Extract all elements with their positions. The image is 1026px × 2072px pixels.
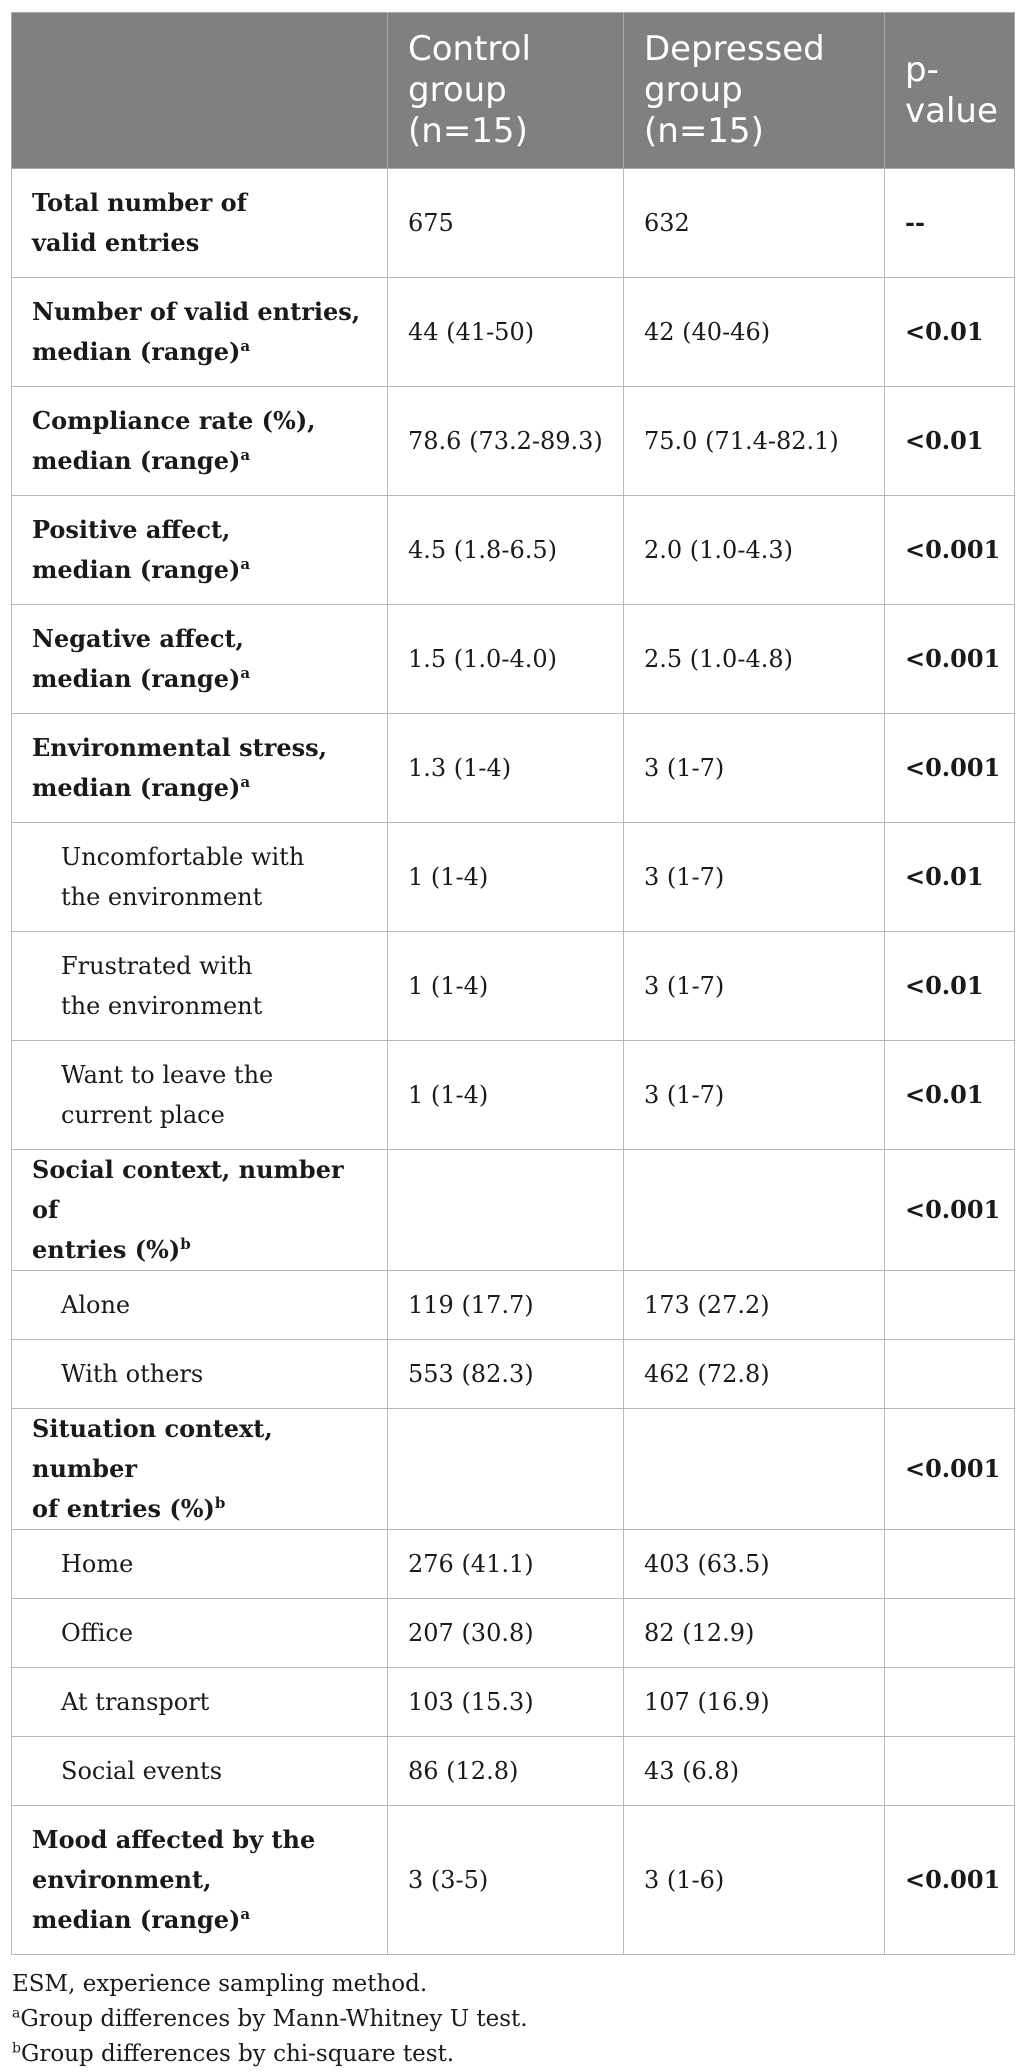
- depressed-value: 3 (1-7): [624, 932, 885, 1041]
- row-label-text: median (range): [32, 664, 241, 693]
- row-label-line: [32, 1230, 377, 1270]
- header-row: [12, 13, 1015, 169]
- header-control-group: [388, 13, 624, 169]
- row-label: [12, 1271, 388, 1340]
- row-label-line: [32, 332, 377, 372]
- row-label-line: [61, 1095, 377, 1135]
- row-label-text: Compliance rate (%),: [32, 406, 316, 435]
- row-label-line: [61, 1055, 377, 1095]
- row-label-text: Positive affect,: [32, 515, 231, 544]
- row-label-text: Want to leave the: [61, 1061, 274, 1089]
- table-header: [12, 13, 1015, 169]
- table-row: [12, 1668, 1015, 1737]
- depressed-value: 3 (1-6): [624, 1806, 885, 1955]
- p-value-cell: <0.01: [885, 823, 1015, 932]
- row-label-text: of entries (%): [32, 1494, 215, 1523]
- row-label-text: Negative affect,: [32, 624, 244, 653]
- depressed-value: 403 (63.5): [624, 1530, 885, 1599]
- control-value: 1.3 (1-4): [388, 714, 624, 823]
- row-label-line: [32, 619, 377, 659]
- row-label-text: Home: [61, 1550, 134, 1578]
- row-label-text: environment,: [32, 1865, 212, 1894]
- row-label: [12, 932, 388, 1041]
- control-value: 103 (15.3): [388, 1668, 624, 1737]
- table-row: [12, 1409, 1015, 1530]
- header-control-line-3: (n=15): [408, 111, 528, 151]
- row-label: [12, 1806, 388, 1955]
- row-label-line: [32, 1409, 377, 1489]
- row-label-text: Social context, number of: [32, 1155, 344, 1224]
- table-footnotes: [12, 1967, 1026, 2072]
- row-label: [12, 1530, 388, 1599]
- footnote-a-mark: a: [12, 2005, 21, 2022]
- control-value: 207 (30.8): [388, 1599, 624, 1668]
- control-value: 4.5 (1.8-6.5): [388, 496, 624, 605]
- footnote-marker: a: [240, 555, 251, 573]
- table-row: [12, 1150, 1015, 1271]
- depressed-value: 43 (6.8): [624, 1737, 885, 1806]
- row-label-text: Environmental stress,: [32, 733, 328, 762]
- control-value: 44 (41-50): [388, 278, 624, 387]
- header-control-line-2: group: [408, 70, 507, 110]
- table-row: [12, 1737, 1015, 1806]
- table-row: [12, 1340, 1015, 1409]
- row-label-line: [32, 292, 377, 332]
- row-label: [12, 714, 388, 823]
- row-label-text: the environment: [61, 992, 263, 1020]
- control-value: 675: [388, 169, 624, 278]
- table-row: [12, 1599, 1015, 1668]
- p-value-cell: --: [885, 169, 1015, 278]
- row-label-text: Total number of: [32, 188, 247, 217]
- row-label: [12, 1599, 388, 1668]
- esm-results-table: [11, 12, 1015, 1955]
- footnote-marker: a: [240, 446, 251, 464]
- row-label-line: [32, 768, 377, 808]
- row-label-text: Social events: [61, 1757, 223, 1785]
- row-label-text: entries (%): [32, 1235, 181, 1264]
- p-value-cell: <0.01: [885, 932, 1015, 1041]
- row-label-text: median (range): [32, 337, 241, 366]
- row-label: [12, 1737, 388, 1806]
- row-label-line: [61, 986, 377, 1026]
- row-label-line: [61, 1285, 377, 1325]
- row-label-text: At transport: [61, 1688, 210, 1716]
- table-row: [12, 932, 1015, 1041]
- footnote-b-text: Group differences by chi-square test.: [20, 2041, 455, 2067]
- table-row: [12, 1530, 1015, 1599]
- control-value: [388, 1409, 624, 1530]
- p-value-cell: <0.01: [885, 387, 1015, 496]
- depressed-value: 3 (1-7): [624, 1041, 885, 1150]
- footnote-marker: a: [240, 773, 251, 791]
- row-label: [12, 1041, 388, 1150]
- p-value-cell: <0.001: [885, 496, 1015, 605]
- footnote-a: [12, 2002, 1026, 2037]
- footnote-b: [12, 2037, 1026, 2072]
- depressed-value: 2.0 (1.0-4.3): [624, 496, 885, 605]
- table-row: [12, 1806, 1015, 1955]
- depressed-value: 42 (40-46): [624, 278, 885, 387]
- footnote-marker: a: [240, 1905, 251, 1923]
- control-value: 1 (1-4): [388, 932, 624, 1041]
- table-row: [12, 823, 1015, 932]
- row-label-line: [32, 183, 377, 223]
- control-value: 1.5 (1.0-4.0): [388, 605, 624, 714]
- table-row: [12, 387, 1015, 496]
- table-row: [12, 605, 1015, 714]
- control-value: 553 (82.3): [388, 1340, 624, 1409]
- row-label: [12, 1409, 388, 1530]
- table-row: [12, 1041, 1015, 1150]
- header-p-value: [885, 13, 1015, 169]
- depressed-value: 2.5 (1.0-4.8): [624, 605, 885, 714]
- row-label-line: [61, 1544, 377, 1584]
- table-row: [12, 1271, 1015, 1340]
- header-p-line-1: p-: [905, 49, 939, 90]
- table-row: [12, 714, 1015, 823]
- row-label: [12, 605, 388, 714]
- depressed-value: 632: [624, 169, 885, 278]
- table-row: [12, 496, 1015, 605]
- p-value-cell: <0.01: [885, 278, 1015, 387]
- row-label-text: Alone: [61, 1291, 131, 1319]
- footnote-abbreviation: ESM, experience sampling method.: [12, 1971, 428, 1997]
- row-label-line: [32, 1860, 377, 1900]
- row-label-text: Number of valid entries,: [32, 297, 361, 326]
- row-label: [12, 1668, 388, 1737]
- row-label: [12, 823, 388, 932]
- row-label-line: [61, 1354, 377, 1394]
- table-row: [12, 278, 1015, 387]
- row-label-text: valid entries: [32, 228, 200, 257]
- row-label-text: median (range): [32, 446, 241, 475]
- row-label-line: [32, 1900, 377, 1940]
- header-depressed-group: [624, 13, 885, 169]
- p-value-cell: [885, 1340, 1015, 1409]
- control-value: 1 (1-4): [388, 1041, 624, 1150]
- footnote-marker: a: [240, 664, 251, 682]
- depressed-value: 82 (12.9): [624, 1599, 885, 1668]
- depressed-value: 75.0 (71.4-82.1): [624, 387, 885, 496]
- header-depressed-line-2: group: [644, 70, 743, 110]
- p-value-cell: <0.001: [885, 714, 1015, 823]
- footnote-marker: b: [180, 1235, 191, 1253]
- row-label-line: [32, 441, 377, 481]
- p-value-cell: [885, 1530, 1015, 1599]
- header-depressed-line-3: (n=15): [644, 111, 764, 151]
- control-value: [388, 1150, 624, 1271]
- row-label-line: [32, 1150, 377, 1230]
- row-label: [12, 1340, 388, 1409]
- row-label-text: median (range): [32, 1905, 241, 1934]
- footnote-b-mark: b: [12, 2040, 21, 2057]
- depressed-value: 173 (27.2): [624, 1271, 885, 1340]
- header-control-line-1: Control: [408, 29, 531, 69]
- row-label-text: median (range): [32, 773, 241, 802]
- row-label-line: [32, 1489, 377, 1529]
- control-value: 86 (12.8): [388, 1737, 624, 1806]
- depressed-value: 107 (16.9): [624, 1668, 885, 1737]
- row-label-text: Office: [61, 1619, 134, 1647]
- row-label-line: [32, 510, 377, 550]
- control-value: 119 (17.7): [388, 1271, 624, 1340]
- row-label-line: [61, 1613, 377, 1653]
- row-label-line: [61, 946, 377, 986]
- table-row: [12, 169, 1015, 278]
- footnote-marker: b: [214, 1494, 226, 1512]
- p-value-cell: <0.001: [885, 1150, 1015, 1271]
- row-label: [12, 1150, 388, 1271]
- row-label-line: [32, 1820, 377, 1860]
- depressed-value: [624, 1409, 885, 1530]
- row-label-text: Uncomfortable with: [61, 843, 305, 871]
- row-label-text: current place: [61, 1101, 225, 1129]
- header-p-line-2: value: [905, 90, 998, 131]
- row-label-line: [61, 1682, 377, 1722]
- row-label-line: [32, 401, 377, 441]
- control-value: 1 (1-4): [388, 823, 624, 932]
- footnote-marker: a: [240, 337, 251, 355]
- header-depressed-line-1: Depressed: [644, 29, 825, 69]
- table-body: [12, 169, 1015, 1955]
- control-value: 3 (3-5): [388, 1806, 624, 1955]
- p-value-cell: [885, 1737, 1015, 1806]
- row-label-text: Mood affected by the: [32, 1825, 316, 1854]
- footnote-a-text: Group differences by Mann-Whitney U test.: [20, 2006, 528, 2032]
- row-label: [12, 387, 388, 496]
- row-label-text: Situation context, number: [32, 1414, 273, 1483]
- p-value-cell: [885, 1271, 1015, 1340]
- p-value-cell: [885, 1599, 1015, 1668]
- row-label-line: [61, 877, 377, 917]
- p-value-cell: [885, 1668, 1015, 1737]
- row-label-line: [32, 728, 377, 768]
- depressed-value: [624, 1150, 885, 1271]
- row-label-line: [61, 837, 377, 877]
- row-label-text: Frustrated with: [61, 952, 253, 980]
- row-label-line: [32, 659, 377, 699]
- p-value-cell: <0.001: [885, 1409, 1015, 1530]
- row-label-text: With others: [61, 1360, 204, 1388]
- row-label: [12, 278, 388, 387]
- row-label-text: the environment: [61, 883, 263, 911]
- header-empty-cell: [12, 13, 388, 169]
- row-label: [12, 169, 388, 278]
- row-label-line: [32, 550, 377, 590]
- depressed-value: 462 (72.8): [624, 1340, 885, 1409]
- row-label-text: median (range): [32, 555, 241, 584]
- p-value-cell: <0.001: [885, 605, 1015, 714]
- row-label-line: [61, 1751, 377, 1791]
- depressed-value: 3 (1-7): [624, 714, 885, 823]
- control-value: 78.6 (73.2-89.3): [388, 387, 624, 496]
- row-label: [12, 496, 388, 605]
- p-value-cell: <0.01: [885, 1041, 1015, 1150]
- p-value-cell: <0.001: [885, 1806, 1015, 1955]
- depressed-value: 3 (1-7): [624, 823, 885, 932]
- row-label-line: [32, 223, 377, 263]
- control-value: 276 (41.1): [388, 1530, 624, 1599]
